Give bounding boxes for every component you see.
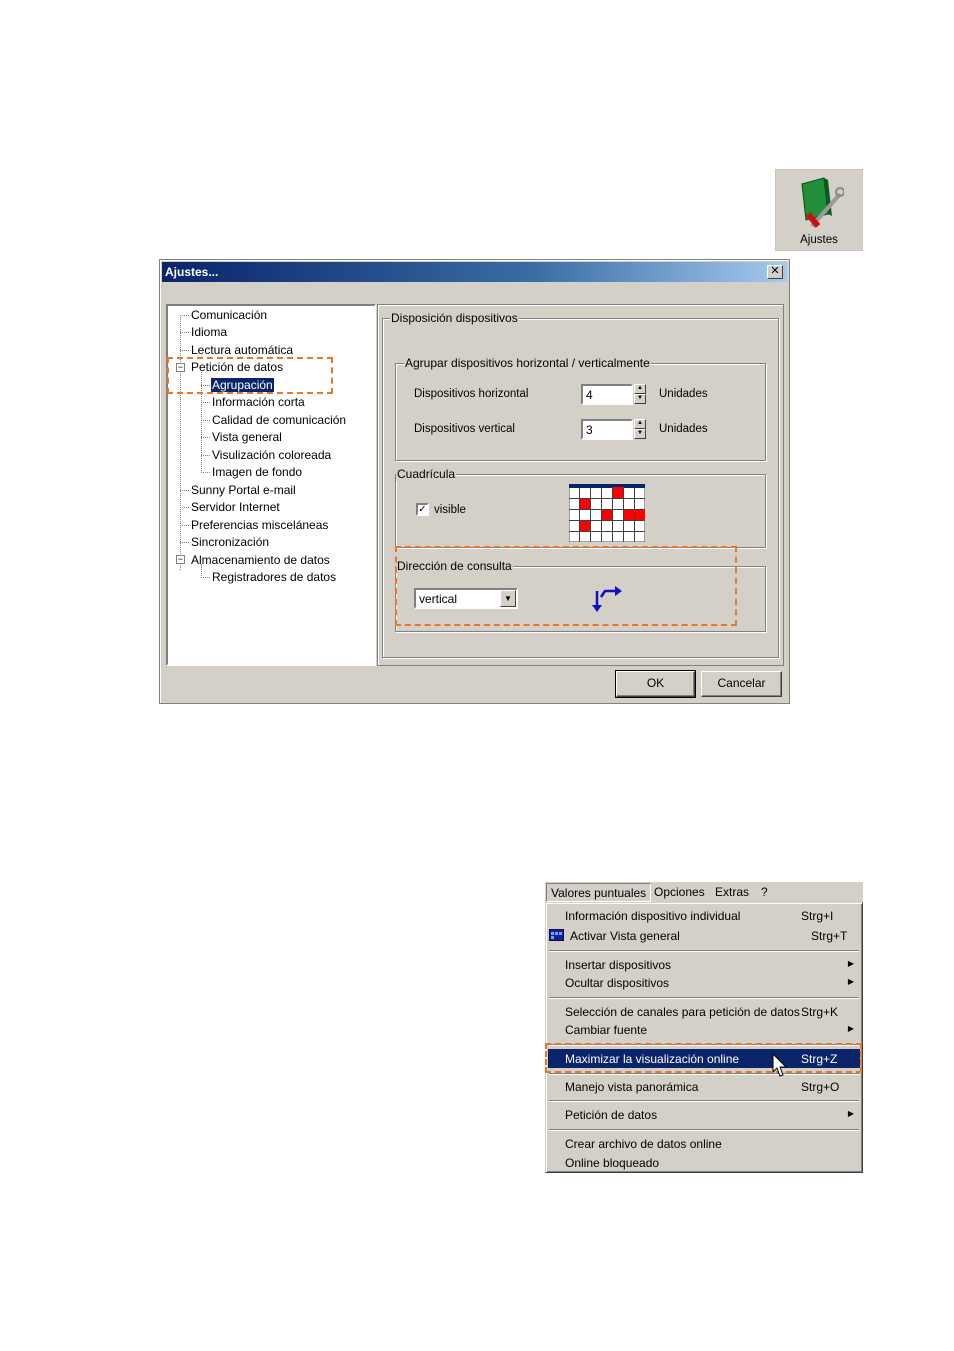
tree-item-vista-general[interactable]: Vista general — [212, 430, 282, 444]
tree-item-almacenamiento[interactable]: Almacenamiento de datos — [191, 553, 330, 567]
collapse-peticion-icon[interactable]: − — [177, 362, 184, 372]
collapse-almacenamiento-icon[interactable]: − — [177, 554, 184, 564]
chevron-down-icon[interactable]: ▼ — [500, 590, 516, 607]
disposicion-title: Disposición dispositivos — [391, 311, 518, 325]
tree-item-lectura[interactable]: Lectura automática — [191, 343, 294, 357]
dialog-titlebar[interactable] — [162, 262, 787, 282]
vertical-stepper[interactable]: ▲ ▼ — [634, 419, 646, 440]
submenu-arrow-icon: ▶ — [847, 959, 854, 968]
tree-item-informacion-corta[interactable]: Información corta — [212, 395, 305, 409]
menu-item-informacion[interactable]: Información dispositivo individual Strg+I — [565, 909, 834, 923]
menu-item-ocultar[interactable]: Ocultar dispositivos ▶ — [565, 976, 854, 990]
ajustes-label: Ajustes — [800, 234, 838, 246]
submenu-arrow-icon: ▶ — [847, 1024, 854, 1033]
mouse-cursor-icon — [772, 1053, 788, 1079]
horizontal-stepper[interactable]: ▲ ▼ — [634, 384, 646, 405]
settings-dialog — [159, 259, 790, 704]
dialog-title: Ajustes... — [165, 265, 219, 279]
grid-preview-icon — [569, 484, 645, 542]
submenu-arrow-icon: ▶ — [847, 1109, 854, 1118]
agrupar-group — [395, 356, 766, 461]
menu-valores-puntuales[interactable]: Valores puntuales — [546, 883, 651, 902]
menu-item-peticion[interactable]: Petición de datos ▶ — [565, 1108, 854, 1122]
highlight-direccion — [395, 546, 737, 626]
menu-opciones[interactable]: Opciones — [654, 885, 705, 899]
menu-help[interactable]: ? — [761, 885, 768, 899]
vertical-units: Unidades — [659, 423, 708, 435]
tree-item-calidad[interactable]: Calidad de comunicación — [212, 413, 347, 427]
highlight-agrupacion — [167, 357, 333, 394]
cancel-button[interactable]: Cancelar — [701, 671, 782, 697]
ajustes-toolbar-button[interactable] — [775, 169, 863, 251]
direccion-label: Dirección de consulta — [397, 559, 512, 573]
settings-icon — [798, 174, 844, 232]
vertical-label: Dispositivos vertical — [414, 423, 515, 435]
menu-item-maximizar[interactable]: Maximizar la visualización online Strg+Z — [548, 1049, 860, 1068]
visible-label: visible — [434, 504, 466, 516]
direction-value: vertical — [419, 592, 458, 606]
tree-item-idioma[interactable]: Idioma — [191, 325, 228, 339]
submenu-arrow-icon: ▶ — [847, 977, 854, 986]
tree-item-peticion[interactable]: Petición de datos — [191, 360, 284, 374]
vertical-input[interactable]: 3 — [581, 419, 633, 440]
valores-puntuales-menu — [545, 902, 863, 1173]
tree-item-sincronizacion[interactable]: Sincronización — [191, 535, 270, 549]
menu-item-crear-archivo[interactable]: Crear archivo de datos online — [565, 1137, 722, 1151]
menu-item-online-bloqueado[interactable]: Online bloqueado — [565, 1156, 660, 1170]
tree-item-sunny-portal[interactable]: Sunny Portal e-mail — [191, 483, 296, 497]
tree-item-imagen-fondo[interactable]: Imagen de fondo — [212, 465, 303, 479]
tree-item-servidor[interactable]: Servidor Internet — [191, 500, 280, 514]
close-icon[interactable]: ✕ — [767, 265, 783, 279]
horizontal-input[interactable]: 4 — [581, 384, 633, 405]
cuadricula-group — [395, 467, 766, 548]
overview-icon — [549, 929, 564, 941]
tree-item-registradores[interactable]: Registradores de datos — [212, 570, 337, 584]
menu-extras[interactable]: Extras — [715, 885, 750, 899]
ok-button[interactable]: OK — [616, 671, 695, 697]
agrupar-label: Agrupar dispositivos horizontal / verticalmente — [405, 356, 650, 370]
horizontal-label: Dispositivos horizontal — [414, 388, 529, 400]
cuadricula-label: Cuadrícula — [397, 467, 456, 481]
menubar — [545, 882, 863, 903]
menu-item-insertar[interactable]: Insertar dispositivos ▶ — [565, 958, 854, 972]
menu-item-cambiar-fuente[interactable]: Cambiar fuente ▶ — [565, 1023, 854, 1037]
tree-item-agrupacion[interactable]: Agrupación — [212, 378, 273, 392]
menu-item-activar-vista[interactable]: Activar Vista general Strg+T — [548, 926, 860, 945]
highlight-maximizar — [545, 1043, 862, 1073]
horizontal-units: Unidades — [659, 388, 708, 400]
menu-item-manejo-vista[interactable]: Manejo vista panorámica Strg+O — [565, 1080, 840, 1094]
visible-checkbox[interactable]: ✓ — [416, 503, 429, 516]
tree-item-preferencias[interactable]: Preferencias misceláneas — [191, 518, 329, 532]
menu-item-seleccion-canales[interactable]: Selección de canales para petición de datos Strg+K — [565, 1005, 839, 1019]
tree-item-comunicacion[interactable]: Comunicación — [191, 308, 268, 322]
tree-item-visulizacion[interactable]: Visulización coloreada — [212, 448, 332, 462]
